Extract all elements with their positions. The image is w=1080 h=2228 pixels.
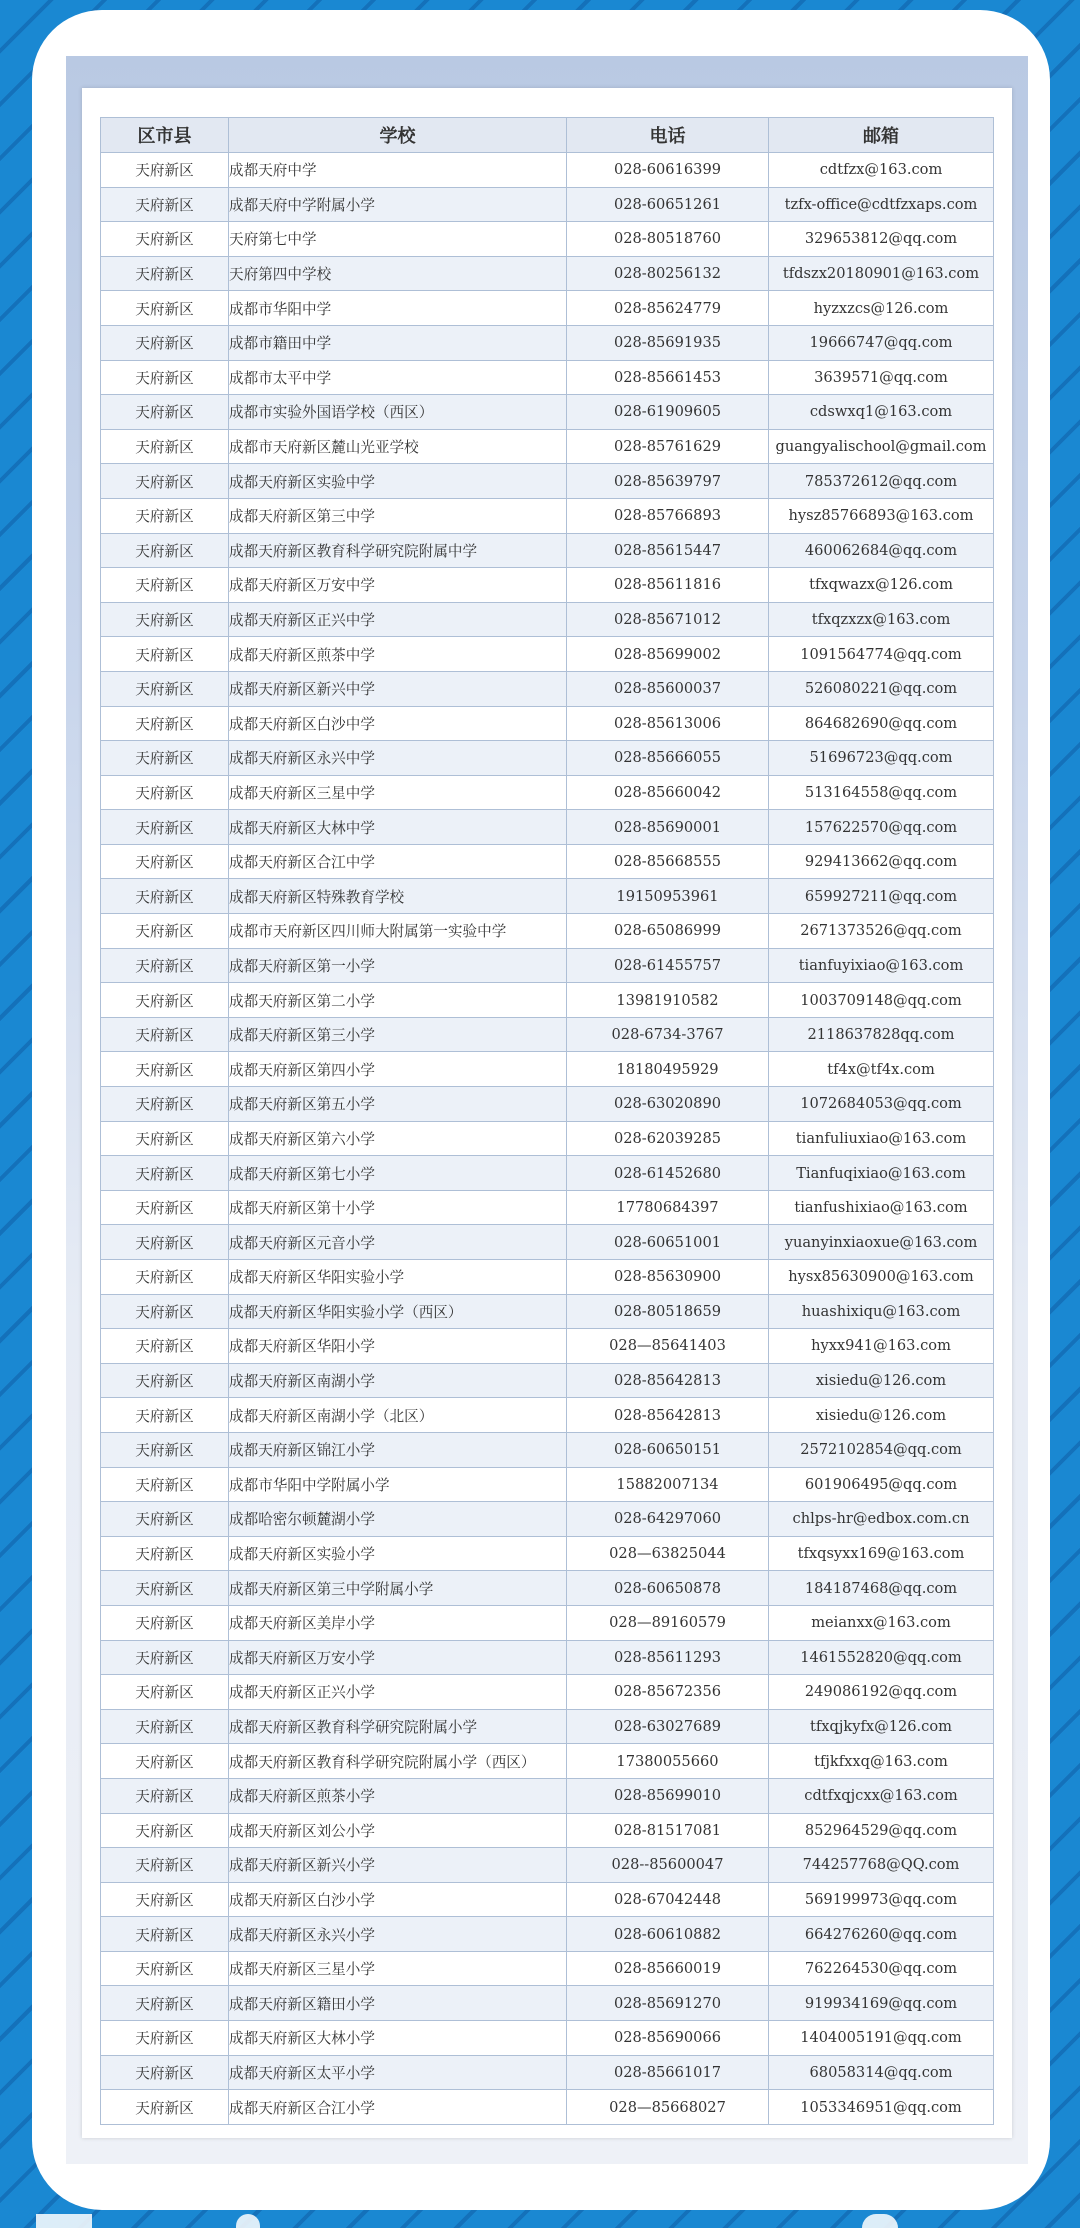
email-cell: Tianfuqixiao@163.com — [769, 1156, 994, 1191]
email-cell: xisiedu@126.com — [769, 1398, 994, 1433]
school-cell: 成都天府新区第七小学 — [229, 1156, 567, 1191]
table-row — [101, 1813, 994, 1848]
email-cell: hysx85630900@163.com — [769, 1260, 994, 1295]
table-row — [101, 1017, 994, 1052]
table-row — [101, 1363, 994, 1398]
school-cell: 成都天府新区第三中学附属小学 — [229, 1571, 567, 1606]
email-cell: 762264530@qq.com — [769, 1951, 994, 1986]
district-cell: 天府新区 — [101, 1986, 229, 2021]
header-email: 邮箱 — [769, 118, 994, 153]
phone-cell: 028-85661017 — [567, 2055, 769, 2090]
district-cell: 天府新区 — [101, 1536, 229, 1571]
phone-cell: 17780684397 — [567, 1190, 769, 1225]
district-cell: 天府新区 — [101, 1363, 229, 1398]
email-cell: 1072684053@qq.com — [769, 1087, 994, 1122]
email-cell: cdswxq1@163.com — [769, 395, 994, 430]
email-cell: tfxqjkyfx@126.com — [769, 1709, 994, 1744]
school-cell: 成都天府新区第一小学 — [229, 948, 567, 983]
email-cell: 919934169@qq.com — [769, 1986, 994, 2021]
table-row — [101, 706, 994, 741]
school-cell: 成都天府中学附属小学 — [229, 187, 567, 222]
district-cell: 天府新区 — [101, 741, 229, 776]
email-cell: tianfuyixiao@163.com — [769, 948, 994, 983]
table-row — [101, 948, 994, 983]
district-cell: 天府新区 — [101, 1813, 229, 1848]
school-cell: 成都天府新区合江小学 — [229, 2090, 567, 2125]
table-row — [101, 464, 994, 499]
table-row — [101, 1398, 994, 1433]
phone-cell: 028-85691935 — [567, 325, 769, 360]
phone-cell: 13981910582 — [567, 983, 769, 1018]
district-cell: 天府新区 — [101, 1225, 229, 1260]
school-cell: 成都天府新区煎茶中学 — [229, 637, 567, 672]
school-cell: 成都天府新区华阳实验小学 — [229, 1260, 567, 1295]
table-row — [101, 1675, 994, 1710]
email-cell: 19666747@qq.com — [769, 325, 994, 360]
school-cell: 成都天府新区合江中学 — [229, 844, 567, 879]
district-cell: 天府新区 — [101, 810, 229, 845]
district-cell: 天府新区 — [101, 1398, 229, 1433]
school-cell: 成都天府新区第十小学 — [229, 1190, 567, 1225]
email-cell: 513164558@qq.com — [769, 775, 994, 810]
email-cell: 460062684@qq.com — [769, 533, 994, 568]
email-cell: meianxx@163.com — [769, 1605, 994, 1640]
table-row — [101, 291, 994, 326]
district-cell: 天府新区 — [101, 879, 229, 914]
phone-cell: 028-85660042 — [567, 775, 769, 810]
email-cell: 664276260@qq.com — [769, 1917, 994, 1952]
table-row — [101, 1951, 994, 1986]
phone-cell: 028-80518659 — [567, 1294, 769, 1329]
table-row — [101, 256, 994, 291]
district-cell: 天府新区 — [101, 706, 229, 741]
phone-cell: 028—85641403 — [567, 1329, 769, 1364]
table-row — [101, 2055, 994, 2090]
table-row — [101, 1052, 994, 1087]
table-row — [101, 775, 994, 810]
email-cell: cdtfzx@163.com — [769, 153, 994, 188]
email-cell: 1461552820@qq.com — [769, 1640, 994, 1675]
email-cell: 744257768@QQ.com — [769, 1848, 994, 1883]
email-cell: hysz85766893@163.com — [769, 498, 994, 533]
district-cell: 天府新区 — [101, 2055, 229, 2090]
table-row — [101, 1225, 994, 1260]
school-cell: 成都天府新区华阳实验小学（西区） — [229, 1294, 567, 1329]
phone-cell: 17380055660 — [567, 1744, 769, 1779]
school-cell: 成都天府新区锦江小学 — [229, 1432, 567, 1467]
school-cell: 成都天府新区刘公小学 — [229, 1813, 567, 1848]
district-cell: 天府新区 — [101, 498, 229, 533]
district-cell: 天府新区 — [101, 1605, 229, 1640]
district-cell: 天府新区 — [101, 1675, 229, 1710]
district-cell: 天府新区 — [101, 1156, 229, 1191]
phone-cell: 028-85611816 — [567, 568, 769, 603]
table-row — [101, 741, 994, 776]
table-row — [101, 1156, 994, 1191]
phone-cell: 028-64297060 — [567, 1502, 769, 1537]
phone-cell: 028-60650151 — [567, 1432, 769, 1467]
district-cell: 天府新区 — [101, 256, 229, 291]
phone-cell: 028-85699002 — [567, 637, 769, 672]
school-cell: 成都市华阳中学附属小学 — [229, 1467, 567, 1502]
school-cell: 成都天府新区籍田小学 — [229, 1986, 567, 2021]
email-cell: 3639571@qq.com — [769, 360, 994, 395]
phone-cell: 028-85699010 — [567, 1778, 769, 1813]
school-cell: 成都天府新区三星中学 — [229, 775, 567, 810]
phone-cell: 028—63825044 — [567, 1536, 769, 1571]
district-cell: 天府新区 — [101, 2021, 229, 2056]
email-cell: 569199973@qq.com — [769, 1882, 994, 1917]
district-cell: 天府新区 — [101, 1432, 229, 1467]
phone-cell: 028—85668027 — [567, 2090, 769, 2125]
table-row — [101, 1190, 994, 1225]
table-row — [101, 153, 994, 188]
district-cell: 天府新区 — [101, 1087, 229, 1122]
table-row — [101, 2090, 994, 2125]
phone-cell: 15882007134 — [567, 1467, 769, 1502]
phone-cell: 028-81517081 — [567, 1813, 769, 1848]
district-cell: 天府新区 — [101, 325, 229, 360]
phone-cell: 028-60650878 — [567, 1571, 769, 1606]
phone-cell: 028-60616399 — [567, 153, 769, 188]
school-cell: 成都天府新区太平小学 — [229, 2055, 567, 2090]
school-cell: 成都天府新区第五小学 — [229, 1087, 567, 1122]
table-row — [101, 637, 994, 672]
email-cell: huashixiqu@163.com — [769, 1294, 994, 1329]
phone-cell: 028-85611293 — [567, 1640, 769, 1675]
phone-cell: 028-61452680 — [567, 1156, 769, 1191]
phone-cell: 028-67042448 — [567, 1882, 769, 1917]
email-cell: tf4x@tf4x.com — [769, 1052, 994, 1087]
school-cell: 成都天府新区南湖小学 — [229, 1363, 567, 1398]
phone-cell: 028-85672356 — [567, 1675, 769, 1710]
email-cell: 785372612@qq.com — [769, 464, 994, 499]
school-cell: 成都天府新区三星小学 — [229, 1951, 567, 1986]
header-school: 学校 — [229, 118, 567, 153]
table-row — [101, 1640, 994, 1675]
email-cell: hyxx941@163.com — [769, 1329, 994, 1364]
district-cell: 天府新区 — [101, 1329, 229, 1364]
table-row — [101, 1121, 994, 1156]
phone-cell: 028-85642813 — [567, 1363, 769, 1398]
email-cell: tzfx-office@cdtfzxaps.com — [769, 187, 994, 222]
email-cell: 659927211@qq.com — [769, 879, 994, 914]
email-cell: cdtfxqjcxx@163.com — [769, 1778, 994, 1813]
email-cell: 184187468@qq.com — [769, 1571, 994, 1606]
table-row — [101, 498, 994, 533]
school-cell: 成都市太平中学 — [229, 360, 567, 395]
district-cell: 天府新区 — [101, 1260, 229, 1295]
school-cell: 成都天府新区正兴中学 — [229, 602, 567, 637]
school-cell: 成都天府新区煎茶小学 — [229, 1778, 567, 1813]
phone-cell: 028-85615447 — [567, 533, 769, 568]
phone-cell: 028-85666055 — [567, 741, 769, 776]
email-cell: 601906495@qq.com — [769, 1467, 994, 1502]
email-cell: 51696723@qq.com — [769, 741, 994, 776]
district-cell: 天府新区 — [101, 568, 229, 603]
email-cell: 2572102854@qq.com — [769, 1432, 994, 1467]
school-cell: 成都天府中学 — [229, 153, 567, 188]
phone-cell: 028-85660019 — [567, 1951, 769, 1986]
phone-cell: 028-85639797 — [567, 464, 769, 499]
district-cell: 天府新区 — [101, 983, 229, 1018]
table-row — [101, 360, 994, 395]
phone-cell: 028-85613006 — [567, 706, 769, 741]
table-row — [101, 568, 994, 603]
table-row — [101, 1605, 994, 1640]
table-row — [101, 602, 994, 637]
phone-cell: 028-85624779 — [567, 291, 769, 326]
table-row — [101, 1986, 994, 2021]
district-cell: 天府新区 — [101, 464, 229, 499]
email-cell: 249086192@qq.com — [769, 1675, 994, 1710]
bottom-decoration-right — [862, 2214, 898, 2228]
phone-cell: 028-61909605 — [567, 395, 769, 430]
district-cell: 天府新区 — [101, 914, 229, 949]
table-header-row — [101, 118, 994, 153]
school-cell: 成都天府新区实验中学 — [229, 464, 567, 499]
district-cell: 天府新区 — [101, 637, 229, 672]
email-cell: 68058314@qq.com — [769, 2055, 994, 2090]
district-cell: 天府新区 — [101, 1709, 229, 1744]
phone-cell: 028-63027689 — [567, 1709, 769, 1744]
school-cell: 成都哈密尔顿麓湖小学 — [229, 1502, 567, 1537]
phone-cell: 028-85690001 — [567, 810, 769, 845]
school-cell: 成都市天府新区麓山光亚学校 — [229, 429, 567, 464]
email-cell: tfxqzxzx@163.com — [769, 602, 994, 637]
table-row — [101, 325, 994, 360]
school-cell: 成都天府新区大林中学 — [229, 810, 567, 845]
district-cell: 天府新区 — [101, 1190, 229, 1225]
phone-cell: 028-60651261 — [567, 187, 769, 222]
school-cell: 成都天府新区万安中学 — [229, 568, 567, 603]
table-row — [101, 1744, 994, 1779]
district-cell: 天府新区 — [101, 222, 229, 257]
district-cell: 天府新区 — [101, 187, 229, 222]
school-cell: 成都天府新区白沙中学 — [229, 706, 567, 741]
table-row — [101, 1778, 994, 1813]
school-cell: 成都天府新区永兴小学 — [229, 1917, 567, 1952]
table-row — [101, 1087, 994, 1122]
header-district: 区市县 — [101, 118, 229, 153]
table-row — [101, 671, 994, 706]
district-cell: 天府新区 — [101, 1778, 229, 1813]
email-cell: 864682690@qq.com — [769, 706, 994, 741]
phone-cell: 028-85668555 — [567, 844, 769, 879]
district-cell: 天府新区 — [101, 1121, 229, 1156]
table-row — [101, 1467, 994, 1502]
header-phone: 电话 — [567, 118, 769, 153]
table-row — [101, 395, 994, 430]
district-cell: 天府新区 — [101, 1640, 229, 1675]
district-cell: 天府新区 — [101, 1882, 229, 1917]
phone-cell: 028-80256132 — [567, 256, 769, 291]
email-cell: 1091564774@qq.com — [769, 637, 994, 672]
school-contact-table — [100, 117, 994, 2125]
phone-cell: 028-60651001 — [567, 1225, 769, 1260]
phone-cell: 028-62039285 — [567, 1121, 769, 1156]
school-cell: 成都市籍田中学 — [229, 325, 567, 360]
school-cell: 天府第七中学 — [229, 222, 567, 257]
table-row — [101, 1882, 994, 1917]
phone-cell: 028-85690066 — [567, 2021, 769, 2056]
district-cell: 天府新区 — [101, 671, 229, 706]
district-cell: 天府新区 — [101, 602, 229, 637]
district-cell: 天府新区 — [101, 1052, 229, 1087]
school-cell: 成都天府新区华阳小学 — [229, 1329, 567, 1364]
district-cell: 天府新区 — [101, 360, 229, 395]
email-cell: 2671373526@qq.com — [769, 914, 994, 949]
email-cell: tfdszx20180901@163.com — [769, 256, 994, 291]
phone-cell: 028-80518760 — [567, 222, 769, 257]
school-cell: 成都天府新区第三中学 — [229, 498, 567, 533]
district-cell: 天府新区 — [101, 533, 229, 568]
school-cell: 成都天府新区教育科学研究院附属小学（西区） — [229, 1744, 567, 1779]
school-cell: 天府第四中学校 — [229, 256, 567, 291]
table-row — [101, 983, 994, 1018]
school-cell: 成都天府新区第四小学 — [229, 1052, 567, 1087]
email-cell: tianfuliuxiao@163.com — [769, 1121, 994, 1156]
table-row — [101, 1329, 994, 1364]
table-row — [101, 844, 994, 879]
school-cell: 成都天府新区永兴中学 — [229, 741, 567, 776]
phone-cell: 028-85691270 — [567, 1986, 769, 2021]
phone-cell: 028-85642813 — [567, 1398, 769, 1433]
school-cell: 成都天府新区新兴中学 — [229, 671, 567, 706]
phone-cell: 028--85600047 — [567, 1848, 769, 1883]
table-row — [101, 879, 994, 914]
phone-cell: 028-85761629 — [567, 429, 769, 464]
table-row — [101, 914, 994, 949]
table-row — [101, 187, 994, 222]
district-cell: 天府新区 — [101, 429, 229, 464]
district-cell: 天府新区 — [101, 1294, 229, 1329]
school-cell: 成都天府新区大林小学 — [229, 2021, 567, 2056]
email-cell: 929413662@qq.com — [769, 844, 994, 879]
district-cell: 天府新区 — [101, 153, 229, 188]
school-cell: 成都市实验外国语学校（西区） — [229, 395, 567, 430]
table-row — [101, 2021, 994, 2056]
bottom-decoration-left — [36, 2214, 92, 2228]
table-row — [101, 1536, 994, 1571]
school-cell: 成都天府新区正兴小学 — [229, 1675, 567, 1710]
district-cell: 天府新区 — [101, 1917, 229, 1952]
table-row — [101, 222, 994, 257]
email-cell: xisiedu@126.com — [769, 1363, 994, 1398]
district-cell: 天府新区 — [101, 844, 229, 879]
email-cell: tfxqwazx@126.com — [769, 568, 994, 603]
district-cell: 天府新区 — [101, 1744, 229, 1779]
phone-cell: 028—89160579 — [567, 1605, 769, 1640]
phone-cell: 028-61455757 — [567, 948, 769, 983]
school-cell: 成都天府新区白沙小学 — [229, 1882, 567, 1917]
phone-cell: 028-65086999 — [567, 914, 769, 949]
school-cell: 成都天府新区教育科学研究院附属中学 — [229, 533, 567, 568]
table-row — [101, 1294, 994, 1329]
district-cell: 天府新区 — [101, 1502, 229, 1537]
district-cell: 天府新区 — [101, 2090, 229, 2125]
email-cell: 852964529@qq.com — [769, 1813, 994, 1848]
district-cell: 天府新区 — [101, 1848, 229, 1883]
phone-cell: 028-85661453 — [567, 360, 769, 395]
table-row — [101, 1502, 994, 1537]
email-cell: yuanyinxiaoxue@163.com — [769, 1225, 994, 1260]
school-cell: 成都天府新区第二小学 — [229, 983, 567, 1018]
school-cell: 成都天府新区元音小学 — [229, 1225, 567, 1260]
district-cell: 天府新区 — [101, 395, 229, 430]
table-row — [101, 1571, 994, 1606]
school-cell: 成都天府新区新兴小学 — [229, 1848, 567, 1883]
school-cell: 成都天府新区实验小学 — [229, 1536, 567, 1571]
email-cell: 1404005191@qq.com — [769, 2021, 994, 2056]
phone-cell: 028-85671012 — [567, 602, 769, 637]
table-row — [101, 1432, 994, 1467]
table-row — [101, 1848, 994, 1883]
email-cell: 526080221@qq.com — [769, 671, 994, 706]
phone-cell: 19150953961 — [567, 879, 769, 914]
district-cell: 天府新区 — [101, 775, 229, 810]
email-cell: 157622570@qq.com — [769, 810, 994, 845]
email-cell: guangyalischool@gmail.com — [769, 429, 994, 464]
table-row — [101, 533, 994, 568]
table-row — [101, 1917, 994, 1952]
table-row — [101, 429, 994, 464]
table-body — [101, 153, 994, 2125]
phone-cell: 028-85766893 — [567, 498, 769, 533]
district-cell: 天府新区 — [101, 1571, 229, 1606]
email-cell: 329653812@qq.com — [769, 222, 994, 257]
email-cell: 1003709148@qq.com — [769, 983, 994, 1018]
district-cell: 天府新区 — [101, 291, 229, 326]
school-cell: 成都天府新区教育科学研究院附属小学 — [229, 1709, 567, 1744]
school-cell: 成都市华阳中学 — [229, 291, 567, 326]
school-cell: 成都天府新区南湖小学（北区） — [229, 1398, 567, 1433]
email-cell: 2118637828qq.com — [769, 1017, 994, 1052]
school-cell: 成都天府新区美岸小学 — [229, 1605, 567, 1640]
email-cell: 1053346951@qq.com — [769, 2090, 994, 2125]
table-row — [101, 1709, 994, 1744]
school-cell: 成都天府新区万安小学 — [229, 1640, 567, 1675]
school-cell: 成都天府新区第六小学 — [229, 1121, 567, 1156]
school-cell: 成都天府新区特殊教育学校 — [229, 879, 567, 914]
table-row — [101, 1260, 994, 1295]
email-cell: tfjkfxxq@163.com — [769, 1744, 994, 1779]
school-cell: 成都市天府新区四川师大附属第一实验中学 — [229, 914, 567, 949]
table-row — [101, 810, 994, 845]
email-cell: tfxqsyxx169@163.com — [769, 1536, 994, 1571]
phone-cell: 028-6734-3767 — [567, 1017, 769, 1052]
district-cell: 天府新区 — [101, 1017, 229, 1052]
email-cell: chlps-hr@edbox.com.cn — [769, 1502, 994, 1537]
phone-cell: 028-63020890 — [567, 1087, 769, 1122]
school-cell: 成都天府新区第三小学 — [229, 1017, 567, 1052]
phone-cell: 028-85600037 — [567, 671, 769, 706]
phone-cell: 028-85630900 — [567, 1260, 769, 1295]
district-cell: 天府新区 — [101, 1467, 229, 1502]
email-cell: tianfushixiao@163.com — [769, 1190, 994, 1225]
district-cell: 天府新区 — [101, 1951, 229, 1986]
phone-cell: 18180495929 — [567, 1052, 769, 1087]
email-cell: hyzxzcs@126.com — [769, 291, 994, 326]
phone-cell: 028-60610882 — [567, 1917, 769, 1952]
district-cell: 天府新区 — [101, 948, 229, 983]
